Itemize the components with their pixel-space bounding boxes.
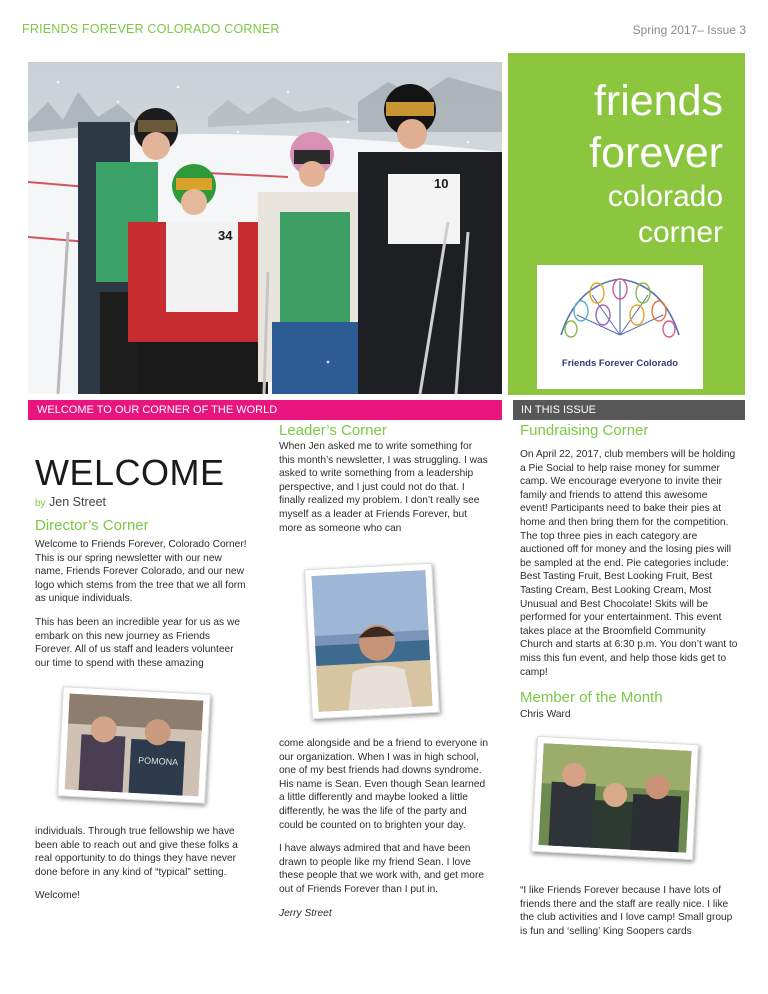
byline-by: by [35,498,46,509]
member-quote [520,884,738,948]
logo-caption: Friends Forever Colorado [561,358,679,369]
byline [35,495,106,509]
leaders-corner-text-top [279,440,489,545]
in-this-issue-banner: IN THIS ISSUE [513,400,745,420]
directors-corner-heading: Director’s Corner [35,517,149,534]
welcome-banner: WELCOME TO OUR CORNER OF THE WORLD [28,400,502,420]
leaders-signature: Jerry Street [279,907,332,919]
hero-photo [28,62,502,394]
leaders-corner-heading: Leader’s Corner [279,422,387,439]
leader-portrait-photo [304,563,440,719]
directors-corner-text-bottom [35,825,250,913]
masthead-line3: colorado [607,180,723,213]
fundraising-text [520,448,738,689]
directors-paragraph-2: This has been an incredible year for us as we embark on this new journey as Friends Forever. All of us staff and leaders volunteer our time to spend with these amazing [35,616,240,669]
member-photo [531,736,699,860]
welcome-title: WELCOME [35,452,225,493]
masthead-line2: forever [589,129,723,177]
leaders-corner-text-bottom [279,737,489,930]
masthead-line4: corner [637,216,723,249]
member-of-month-heading: Member of the Month [520,689,663,706]
bib-number-10: 10 [434,176,449,191]
fundraising-paragraph: On April 22, 2017, club members will be holding a Pie Social to help raise money for summer camp. We encourage everyone to invite their family and friends to attend this awesome event! Participants need to bake their pies at home and then bring them for the competition. The top three pies in each category are auctioned off for money and the losing pies will be sampled at the end. Pie categories include: Best Tasting Fruit, Best Looking Fruit, Best Tasting Cream, Best Looking Cream, Most Unusual and Best Chocolate! Skits will be performed for your entertainment. This event takes place at the Broomfield Community Church and starts at 6:30 p.m. You don’t want to miss this fun event, and help those kids get to camp! [520,449,738,678]
byline-author: Jen Street [49,495,107,509]
masthead-panel [508,53,745,395]
member-name: Chris Ward [520,709,571,720]
member-quote-text: “I like Friends Forever because I have lots of friends there and the staff are really nice. I like the club activities and I love camp! Small group is fun and ‘selling’ King Soopers cards [520,885,733,937]
shirt-text: POMONA [137,755,179,768]
directors-paragraph-1: Welcome to Friends Forever, Colorado Corner! This is our spring newsletter with our new name, Friends Forever Colorado, and our new logo which stems from the tree that we all form as unique individuals. [35,539,247,605]
masthead-line1: friends [593,77,723,125]
directors-paragraph-3: individuals. Through true fellowship we have been able to reach out and give these folks a real opportunity to do things they have never done before in any kind of “typical” setting. [35,826,238,878]
issue-label: Spring 2017– Issue 3 [632,23,746,37]
bib-number-34: 34 [218,228,233,243]
tree-logo-icon [537,265,703,389]
club-members-photo [57,686,211,804]
directors-paragraph-4: Welcome! [35,890,81,902]
leaders-paragraph-2: come alongside and be a friend to everyone in our organization. When I was in high school, one of my best friends had downs syndrome. His name is Sean. Even though Sean learned a little differently and maybe looked a little differently, he was the life of the party and could be counted on to brighten your day. [279,738,488,831]
leaders-paragraph-1: When Jen asked me to write something for this month’s newsletter, I was struggling. I was asked to write something from a leadership perspective, and I just could not do that. I finally realized my problem. I don’t really see myself as a leader at Friends Forever, but more as someone who can [279,441,488,534]
organization-logo [537,265,703,389]
directors-corner-text-top [35,538,250,680]
fundraising-heading: Fundraising Corner [520,422,649,439]
leaders-paragraph-3: I have always admired that and have been drawn to people like my friend Sean. I love these people that we work with, and get more out of Friends Forever than I put in. [279,843,484,895]
header-title: FRIENDS FOREVER COLORADO CORNER [22,22,280,36]
